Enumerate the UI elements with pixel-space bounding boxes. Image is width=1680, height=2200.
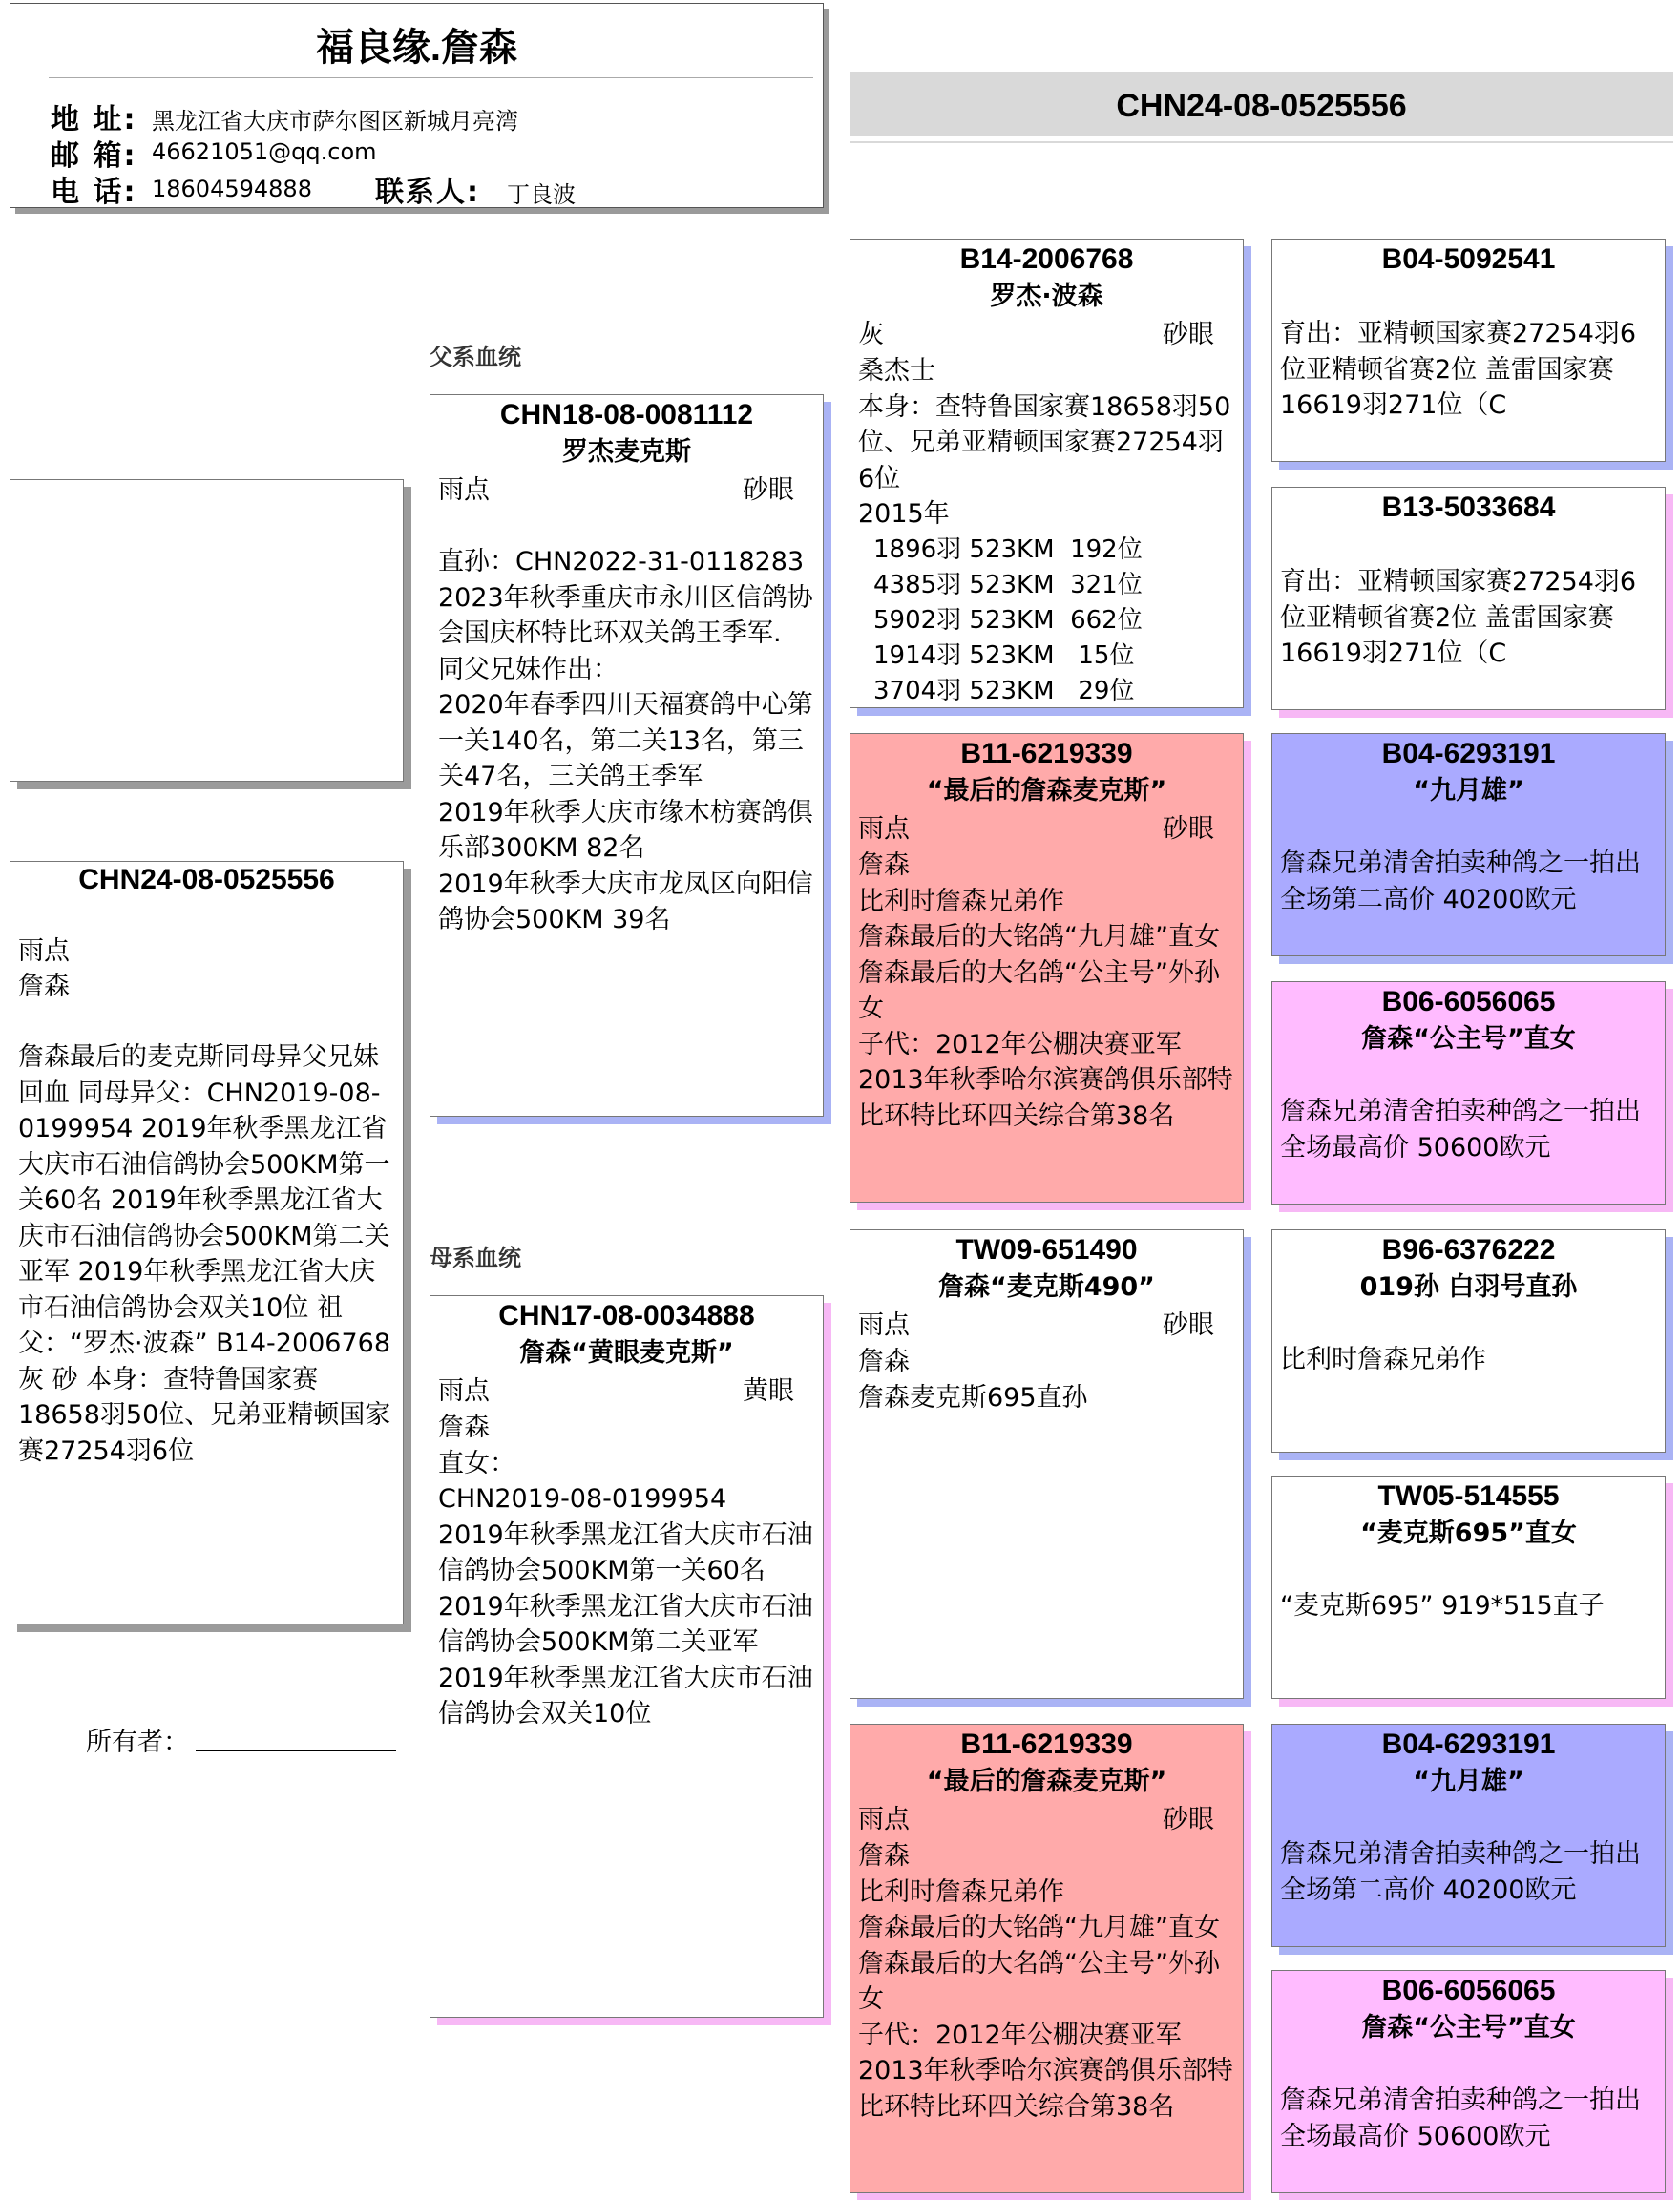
sire-note: 同父兄妹作出： <box>438 654 619 684</box>
dd-note: 詹森 <box>858 1841 910 1871</box>
sire-line-label: 父系血统 <box>430 345 521 370</box>
contact-value: 丁良波 <box>507 181 576 208</box>
dd-ring-number: B11-6219339 <box>960 1729 1133 1760</box>
dam-note: 直女： <box>438 1448 515 1478</box>
sd-note: 詹森最后的大名鸽“公主号”外孙女 <box>858 957 1220 1023</box>
address-value: 黑龙江省大庆市萨尔图区新城月亮湾 <box>152 108 518 135</box>
sd-sire-card <box>1271 733 1666 956</box>
ss-eye: 砂眼 <box>1163 320 1214 349</box>
ss-race-result: 4385羽 523KM 321位 <box>873 570 1143 599</box>
phone-value[interactable]: 18604594888 <box>152 176 312 202</box>
dds-notes: 詹森兄弟清舍拍卖种鸽之一拍出全场第二高价 40200欧元 <box>1280 1839 1641 1905</box>
dam-ring-number: CHN17-08-0034888 <box>498 1300 755 1331</box>
sire-dam-card <box>850 733 1244 1203</box>
sdd-ring-number: B06-6056065 <box>1381 986 1556 1017</box>
subject-color: 雨点 <box>18 936 70 966</box>
dd-note: 詹森最后的大铭鸽“九月雄”直女 <box>858 1913 1220 1942</box>
dam-note: 2019年秋季黑龙江省大庆市石油信鸽协会500KM第二关亚军 <box>438 1591 813 1657</box>
breeder-header <box>10 3 824 208</box>
ss-note: 本身：查特鲁国家赛18658羽50位、兄弟亚精顿国家赛27254羽6位 <box>858 391 1231 493</box>
dam-name: 詹森“黄眼麦克斯” <box>519 1338 734 1368</box>
dsd-notes: “麦克斯695” 919*515直子 <box>1280 1591 1605 1621</box>
ss-race-result: 1914羽 523KM 15位 <box>873 640 1135 670</box>
sire-note: 2019年秋季大庆市龙凤区向阳信鸽协会500KM 39名 <box>438 869 813 934</box>
sdd-notes: 詹森兄弟清舍拍卖种鸽之一拍出全场最高价 50600欧元 <box>1280 1097 1641 1163</box>
ss-color: 灰 <box>858 320 884 349</box>
dam-sire-card <box>850 1229 1244 1699</box>
sss-notes: 育出：亚精顿国家赛27254羽6位亚精顿省赛2位 盖雷国家赛16619羽271位（C <box>1280 319 1637 420</box>
sire-color: 雨点 <box>438 475 490 505</box>
sds-ring-number: B04-6293191 <box>1381 738 1556 769</box>
pedigree-title-band <box>850 72 1673 138</box>
sire-ring-number: CHN18-08-0081112 <box>499 399 754 430</box>
sd-color-eye-row <box>850 810 1243 848</box>
ds-eye: 砂眼 <box>1163 1310 1214 1340</box>
dam-note: 2019年秋季黑龙江省大庆市石油信鸽协会双关10位 <box>438 1663 813 1729</box>
sire-card <box>430 394 824 1117</box>
ddd-notes: 詹森兄弟清舍拍卖种鸽之一拍出全场最高价 50600欧元 <box>1280 2085 1641 2151</box>
dam-color-eye-row <box>430 1372 823 1410</box>
dd-dam-card <box>1271 1970 1666 2193</box>
sd-color: 雨点 <box>858 814 910 844</box>
ddd-ring-number: B06-6056065 <box>1381 1975 1556 2006</box>
ss-dam-card <box>1271 487 1666 710</box>
ds-name: 詹森“麦克斯490” <box>938 1272 1155 1302</box>
ds-color: 雨点 <box>858 1310 910 1340</box>
dsd-name: “麦克斯695”直女 <box>1360 1519 1577 1548</box>
header-divider <box>49 77 813 78</box>
ds-ring-number: TW09-651490 <box>956 1234 1138 1266</box>
subject-strain: 詹森 <box>18 972 70 1001</box>
dam-eye: 黄眼 <box>743 1376 794 1406</box>
dam-note: 2019年秋季黑龙江省大庆市石油信鸽协会500KM第一关60名 <box>438 1519 813 1585</box>
dds-name: “九月雄” <box>1413 1767 1524 1796</box>
ds-note: 詹森麦克斯695直孙 <box>858 1382 1088 1413</box>
ddd-name: 詹森“公主号”直女 <box>1361 2013 1576 2043</box>
dd-sire-card <box>1271 1724 1666 1947</box>
sire-sire-card <box>850 239 1244 708</box>
sire-note: 2023年秋季重庆市永川区信鸽协会国庆杯特比环双关鸽王季军. <box>438 582 813 648</box>
ss-color-eye-row <box>850 316 1243 353</box>
sire-note: 2020年春季四川天福赛鸽中心第一关140名，第二关13名，第三关47名，三关鸽王季军 <box>438 690 813 791</box>
dss-notes: 比利时詹森兄弟作 <box>1280 1345 1486 1374</box>
ssd-ring-number: B13-5033684 <box>1381 492 1556 523</box>
sire-note: 2019年秋季大庆市缘木枋赛鸽俱乐部300KM 82名 <box>438 797 813 863</box>
ss-race-result: 1896羽 523KM 192位 <box>873 534 1143 564</box>
ss-name: 罗杰·波森 <box>990 282 1103 311</box>
pedigree-ring-number: CHN24-08-0525556 <box>1116 88 1407 124</box>
dds-ring-number: B04-6293191 <box>1381 1729 1556 1760</box>
sd-note: 詹森最后的大铭鸽“九月雄”直女 <box>858 922 1220 952</box>
ssd-notes: 育出：亚精顿国家赛27254羽6位亚精顿省赛2位 盖雷国家赛16619羽271位（C <box>1280 567 1637 668</box>
sire-name: 罗杰麦克斯 <box>562 437 691 467</box>
subject-card <box>10 861 404 1624</box>
ss-race-result: 5902羽 523KM 662位 <box>873 605 1143 635</box>
sd-note: 子代：2012年公棚决赛亚军 <box>858 1029 1182 1059</box>
dam-line-label: 母系血统 <box>430 1246 521 1271</box>
sdd-name: 詹森“公主号”直女 <box>1361 1024 1576 1054</box>
ds-note: 詹森 <box>858 1347 910 1376</box>
dd-color-eye-row <box>850 1801 1243 1838</box>
dd-name: “最后的詹森麦克斯” <box>926 1767 1167 1796</box>
sire-eye: 砂眼 <box>743 475 794 505</box>
sds-notes: 詹森兄弟清舍拍卖种鸽之一拍出全场第二高价 40200欧元 <box>1280 849 1641 914</box>
dss-name: 019孙 白羽号直孙 <box>1359 1272 1578 1302</box>
ds-sire-card <box>1271 1229 1666 1453</box>
sss-ring-number: B04-5092541 <box>1381 243 1556 275</box>
subject-ring-number: CHN24-08-0525556 <box>78 864 335 895</box>
sd-note: 2013年秋季哈尔滨赛鸽俱乐部特比环特比环四关综合第38名 <box>858 1065 1233 1131</box>
sd-dam-card <box>1271 981 1666 1205</box>
sd-ring-number: B11-6219339 <box>960 738 1133 769</box>
owner-label: 所有者： <box>86 1728 189 1757</box>
dam-color: 雨点 <box>438 1376 490 1406</box>
dd-color: 雨点 <box>858 1805 910 1834</box>
subject-notes: 詹森最后的麦克斯同母异父兄妹回血 同母异父：CHN2019-08-0199954 2019年秋季黑龙江省大庆市石油信鸽协会500KM第一关60名 2019年秋季黑龙江省大庆市石油信鸽协会500KM第二关亚军 2019年秋季黑龙江省大庆市石油信鸽协会双关10位 祖父：“罗杰·波森” B14-2006768 灰 砂 本身：查特鲁国家赛18658羽50位、兄弟亚精顿国家赛27254羽6位 <box>18 1042 391 1466</box>
sd-name: “最后的詹森麦克斯” <box>926 776 1167 806</box>
dam-note: CHN2019-08-0199954 <box>438 1484 727 1514</box>
sire-note: 直孙：CHN2022-31-0118283 <box>438 547 805 576</box>
email-label: 邮 箱: <box>51 139 137 173</box>
dss-ring-number: B96-6376222 <box>1381 1234 1556 1266</box>
dd-note: 子代：2012年公棚决赛亚军 <box>858 2020 1182 2050</box>
band-underline <box>850 141 1673 143</box>
dd-note: 詹森最后的大名鸽“公主号”外孙女 <box>858 1948 1220 2014</box>
dd-note: 2013年秋季哈尔滨赛鸽俱乐部特比环特比环四关综合第38名 <box>858 2056 1233 2122</box>
ss-race-result: 3704羽 523KM 29位 <box>873 676 1135 705</box>
owner-signature-line <box>196 1750 396 1751</box>
dsd-ring-number: TW05-514555 <box>1377 1480 1560 1512</box>
ds-color-eye-row <box>850 1307 1243 1344</box>
sd-note: 詹森 <box>858 850 910 880</box>
phone-label: 电 话: <box>51 176 137 209</box>
ss-note: 2015年 <box>858 499 950 529</box>
sds-name: “九月雄” <box>1413 776 1524 806</box>
dd-eye: 砂眼 <box>1163 1805 1214 1834</box>
loft-title: 福良缘.詹森 <box>315 27 518 69</box>
dam-dam-card <box>850 1724 1244 2193</box>
dd-note: 比利时詹森兄弟作 <box>858 1876 1064 1907</box>
dam-card <box>430 1295 824 2018</box>
ss-note: 桑杰士 <box>858 356 935 386</box>
address-label: 地 址: <box>51 103 137 136</box>
ss-sire-card <box>1271 239 1666 462</box>
ds-dam-card <box>1271 1476 1666 1699</box>
ss-ring-number: B14-2006768 <box>959 243 1134 275</box>
sire-color-eye-row <box>430 471 823 509</box>
sd-eye: 砂眼 <box>1163 814 1214 844</box>
contact-label: 联系人: <box>375 176 480 209</box>
email-value[interactable]: 46621051@qq.com <box>152 138 377 165</box>
dam-note: 詹森 <box>438 1413 490 1442</box>
pigeon-photo <box>10 479 404 782</box>
sd-note: 比利时詹森兄弟作 <box>858 886 1064 916</box>
